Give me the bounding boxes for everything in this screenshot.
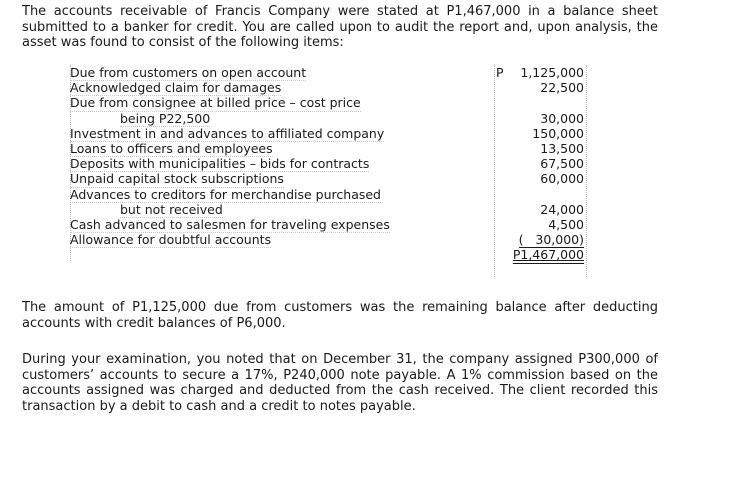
schedule-row-amount: P 1,125,000 [496, 65, 584, 80]
schedule-row-amount: 67,500 [540, 156, 584, 172]
schedule-row-label: Acknowledged claim for damages [70, 80, 282, 96]
schedule-row-label: Allowance for doubtful accounts [70, 232, 272, 248]
schedule-total: P1,467,000 [512, 247, 584, 263]
schedule-row-amount: 24,000 [540, 201, 584, 217]
schedule-row-amount: 60,000 [540, 171, 584, 187]
schedule-row-amount: 13,500 [540, 140, 584, 156]
schedule-row-label: Cash advanced to salesmen for traveling expenses [70, 216, 390, 232]
note-assigned-accounts: During your examination, you noted that on December 31, the company assigned P300,000 of customers’ accounts to secure a 17%, P240,000 note payable. A 1% commission based on the accounts assigned was charged and deducted from the cash received. The client recorded this transaction by a debit to cash and a credit to notes payable. [22, 352, 658, 414]
schedule-row-label: Due from consignee at billed price – cost price [70, 95, 361, 111]
schedule-row-label: Unpaid capital stock subscriptions [70, 171, 284, 187]
schedule-row-amount: 150,000 [532, 125, 584, 141]
receivables-schedule [70, 65, 598, 285]
schedule-row-label: Due from customers on open account [70, 65, 307, 80]
schedule-labels [70, 65, 420, 247]
schedule-row-label: Loans to officers and employees [70, 140, 273, 156]
schedule-row-label: Investment in and advances to affiliated company [70, 125, 385, 141]
schedule-row-label: but not received [120, 201, 223, 217]
intro-paragraph: The accounts receivable of Francis Company were stated at P1,467,000 in a balance sheet submitted to a banker for credit. You are called upon to audit the report and, upon analysis, the asset was found to consist of the following items: [22, 4, 658, 50]
schedule-row-amount [494, 187, 586, 202]
schedule-row-amount [494, 95, 586, 110]
schedule-row-amount: 22,500 [540, 80, 584, 96]
schedule-row-label: being P22,500 [120, 110, 211, 126]
schedule-row-amount: ( 30,000) [518, 232, 584, 248]
note-customers-balance: The amount of P1,125,000 due from customers was the remaining balance after deducting accounts with credit balances of P6,000. [22, 300, 658, 331]
schedule-row-label: Advances to creditors for merchandise purchased [70, 186, 381, 202]
schedule-row-amount: 4,500 [548, 216, 584, 232]
schedule-amounts [494, 65, 586, 262]
peso-sign: P [496, 65, 504, 80]
schedule-row-label: Deposits with municipalities – bids for contracts [70, 156, 370, 172]
schedule-row-amount: 30,000 [540, 110, 584, 126]
